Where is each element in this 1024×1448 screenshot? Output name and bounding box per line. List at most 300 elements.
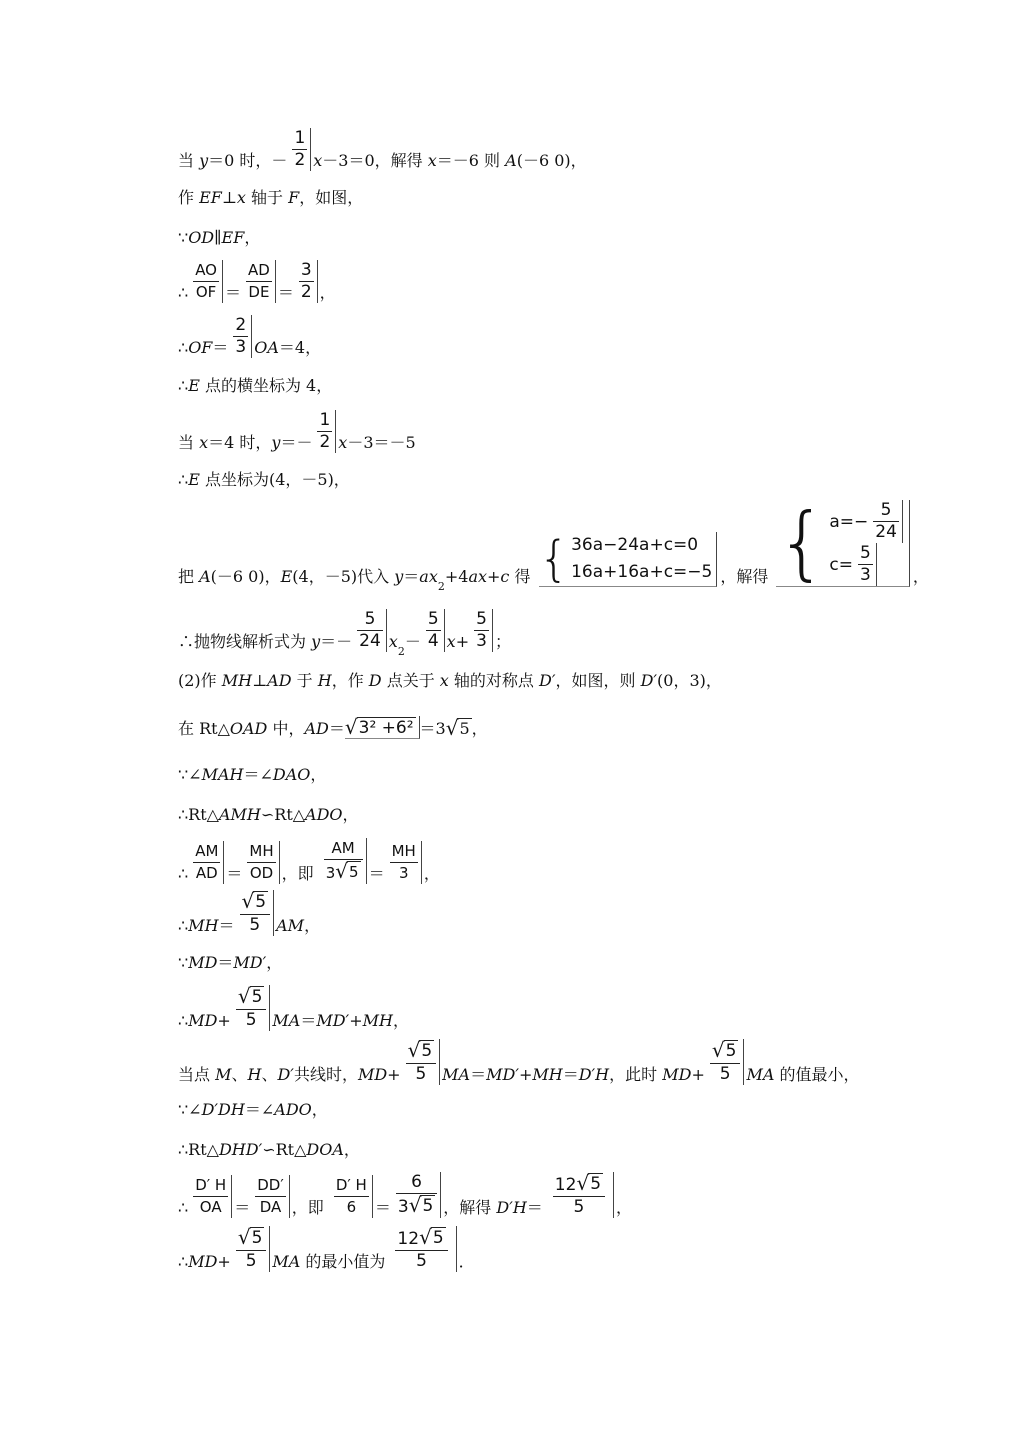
equals: ＝ bbox=[226, 864, 243, 883]
var: DOA bbox=[306, 1140, 344, 1159]
prefix: c= bbox=[829, 554, 853, 575]
radicand: 5 bbox=[251, 987, 263, 1007]
equals: ＝ bbox=[225, 283, 242, 302]
text: ， bbox=[392, 1011, 409, 1030]
text: ，即 bbox=[291, 1198, 329, 1217]
left-brace: { bbox=[538, 531, 570, 587]
line-23 bbox=[178, 1226, 475, 1272]
denominator: 5 bbox=[415, 1064, 427, 1084]
denominator: 3 bbox=[398, 864, 409, 882]
line-15 bbox=[178, 838, 440, 884]
numerator bbox=[236, 1226, 267, 1250]
var: x bbox=[446, 632, 456, 651]
text: ∴Rt△ bbox=[178, 1140, 219, 1159]
radical-sign: √ bbox=[445, 716, 459, 740]
line-1 bbox=[178, 128, 587, 171]
var: y bbox=[199, 151, 209, 170]
plus: + bbox=[349, 1011, 363, 1030]
coefficient: 3 bbox=[397, 1197, 409, 1217]
denominator bbox=[324, 860, 363, 884]
var: M bbox=[215, 1065, 232, 1084]
text: ，作 bbox=[331, 671, 369, 690]
numerator: 5 bbox=[859, 543, 871, 563]
fraction bbox=[243, 260, 276, 303]
fraction bbox=[252, 1175, 290, 1218]
prefix: a=− bbox=[829, 511, 869, 532]
radical-sign: √ bbox=[237, 984, 251, 1008]
var: OF bbox=[188, 338, 213, 357]
square-root bbox=[408, 1039, 435, 1061]
denominator: 5 bbox=[719, 1064, 731, 1084]
denominator: OA bbox=[199, 1198, 222, 1216]
equals: ＝ bbox=[562, 1065, 579, 1084]
numerator: 2 bbox=[235, 315, 247, 335]
fraction bbox=[230, 315, 252, 358]
var: D′H bbox=[496, 1198, 527, 1217]
system-rows bbox=[571, 532, 712, 586]
square-root bbox=[419, 1226, 446, 1248]
fraction bbox=[855, 543, 877, 586]
text: ∴Rt△ bbox=[178, 805, 219, 824]
var: D′DH bbox=[201, 1100, 245, 1119]
line-12 bbox=[178, 716, 488, 739]
var: MAH bbox=[201, 765, 244, 784]
fraction bbox=[403, 1039, 441, 1085]
var: MH bbox=[188, 916, 219, 935]
equals: ＝ bbox=[217, 953, 234, 972]
var: MD bbox=[662, 1065, 692, 1084]
numerator: AM bbox=[331, 839, 355, 857]
fraction bbox=[393, 1172, 441, 1218]
radicand: 5 bbox=[432, 1228, 444, 1248]
radicand: 5 bbox=[255, 892, 267, 912]
text: ； bbox=[494, 632, 511, 651]
var: MH bbox=[221, 671, 253, 690]
text: ＝4， bbox=[278, 338, 322, 357]
numerator: 6 bbox=[411, 1172, 422, 1192]
numerator: MH bbox=[391, 842, 416, 860]
line-8 bbox=[178, 470, 350, 490]
denominator: DA bbox=[259, 1198, 282, 1216]
text: (－6 0)， bbox=[210, 567, 281, 586]
text: ∽Rt△ bbox=[260, 805, 306, 824]
because-symbol: ∵ bbox=[178, 228, 189, 247]
var: MH bbox=[362, 1011, 393, 1030]
line-11 bbox=[178, 671, 722, 691]
line-14 bbox=[178, 805, 359, 825]
system-row-2: 16a+16a+c=−5 bbox=[571, 562, 713, 582]
radical-sign: √ bbox=[237, 1225, 251, 1249]
text: +4 bbox=[444, 567, 469, 586]
var: E bbox=[188, 470, 200, 489]
text: (－6 0)， bbox=[516, 151, 587, 170]
text: 中， bbox=[267, 719, 305, 738]
plus: + bbox=[217, 1252, 231, 1271]
numerator bbox=[240, 890, 271, 914]
equals: ＝ bbox=[470, 1065, 487, 1084]
radicand: 5 bbox=[349, 863, 359, 881]
var: x bbox=[427, 151, 437, 170]
text: ， bbox=[471, 719, 488, 738]
square-root bbox=[238, 1226, 265, 1248]
line-13 bbox=[178, 765, 326, 785]
var: OA bbox=[254, 338, 279, 357]
var: x bbox=[199, 433, 209, 452]
equals: ＝ bbox=[368, 864, 385, 883]
radical-sign: √ bbox=[335, 859, 349, 883]
text: ∵∠ bbox=[178, 1100, 202, 1119]
equals: ＝ bbox=[328, 719, 345, 738]
var: ADO bbox=[274, 1100, 312, 1119]
line-7 bbox=[178, 410, 416, 453]
coefficient: 3 bbox=[325, 864, 336, 882]
text: ＝－ bbox=[320, 632, 353, 651]
radicand: 5 bbox=[459, 719, 470, 738]
coefficient: 12 bbox=[397, 1229, 420, 1249]
var: MH bbox=[532, 1065, 563, 1084]
radical-sign: √ bbox=[344, 715, 358, 739]
denominator: 2 bbox=[294, 150, 306, 170]
solution-system bbox=[776, 496, 909, 589]
line-22 bbox=[178, 1172, 632, 1218]
therefore-symbol: ∴ bbox=[178, 1252, 189, 1271]
var: AM bbox=[276, 916, 305, 935]
denominator: DE bbox=[248, 283, 270, 301]
text: + bbox=[455, 632, 470, 651]
denominator: 5 bbox=[416, 1251, 427, 1271]
therefore-symbol: ∴ bbox=[178, 1198, 189, 1217]
therefore-symbol: ∴ bbox=[178, 283, 189, 302]
denominator: 5 bbox=[249, 915, 261, 935]
var: MD bbox=[357, 1065, 388, 1084]
fraction bbox=[387, 1226, 456, 1272]
denominator: OD bbox=[249, 864, 274, 882]
radical-sign: √ bbox=[419, 1225, 432, 1249]
denominator: 24 bbox=[875, 522, 897, 542]
line-18 bbox=[178, 985, 409, 1031]
numerator: MH bbox=[249, 842, 274, 860]
text: ， bbox=[304, 916, 321, 935]
denominator: 24 bbox=[359, 631, 381, 651]
var: A bbox=[199, 567, 211, 586]
denominator: 3 bbox=[859, 565, 871, 585]
text: ＝4 时， bbox=[208, 433, 272, 452]
var: x bbox=[338, 433, 348, 452]
therefore-symbol: ∴ bbox=[178, 1011, 189, 1030]
equals: ＝ bbox=[403, 567, 420, 586]
numerator: 3 bbox=[300, 260, 312, 280]
text: 当 bbox=[178, 151, 200, 170]
radical-sign: √ bbox=[241, 889, 255, 913]
numerator: AM bbox=[195, 842, 219, 860]
fraction bbox=[296, 260, 318, 303]
text: ， bbox=[311, 1100, 328, 1119]
line-19 bbox=[178, 1039, 859, 1085]
numerator: 1 bbox=[294, 128, 306, 148]
fraction bbox=[190, 841, 224, 884]
fraction bbox=[190, 1175, 232, 1218]
denominator: 5 bbox=[245, 1010, 257, 1030]
numerator: 5 bbox=[364, 609, 376, 629]
numerator bbox=[553, 1172, 605, 1196]
fraction bbox=[387, 841, 422, 884]
radicand: 3² +6² bbox=[358, 718, 414, 738]
numerator: D′ H bbox=[195, 1176, 227, 1194]
plus: + bbox=[387, 1065, 401, 1084]
line-4 bbox=[178, 260, 336, 303]
fraction bbox=[707, 1039, 745, 1085]
square-root bbox=[712, 1039, 739, 1061]
fraction bbox=[289, 128, 311, 171]
denominator: 2 bbox=[319, 432, 331, 452]
text: 点的横坐标为 4， bbox=[199, 376, 333, 395]
text: － bbox=[271, 151, 288, 170]
denominator: 3 bbox=[476, 631, 487, 651]
equation-system bbox=[539, 532, 718, 587]
radicand: 5 bbox=[422, 1196, 434, 1216]
var: H bbox=[317, 671, 332, 690]
line-16 bbox=[178, 890, 320, 936]
var: x bbox=[439, 671, 449, 690]
text: ， bbox=[319, 283, 336, 302]
square-root bbox=[335, 860, 360, 882]
square-root bbox=[242, 890, 269, 912]
radical-sign: √ bbox=[576, 1171, 590, 1195]
numerator bbox=[395, 1226, 447, 1250]
var: x bbox=[388, 632, 398, 651]
var: MD bbox=[188, 1252, 218, 1271]
text: ， bbox=[423, 864, 440, 883]
therefore-symbol: ∴ bbox=[178, 864, 189, 883]
fraction bbox=[233, 1226, 271, 1272]
text: ＝－ bbox=[280, 433, 313, 452]
var: x bbox=[236, 188, 246, 207]
var: y bbox=[271, 433, 281, 452]
text: ，如图， bbox=[299, 188, 364, 207]
numerator: DD′ bbox=[257, 1176, 284, 1194]
denominator: 5 bbox=[573, 1197, 585, 1217]
text: ＝∠ bbox=[243, 765, 273, 784]
fraction bbox=[423, 609, 445, 652]
text: 于 bbox=[291, 671, 318, 690]
denominator: 3 bbox=[235, 337, 247, 357]
denominator bbox=[396, 1194, 437, 1218]
text: －3＝－5 bbox=[347, 433, 416, 452]
text: 、 bbox=[231, 1065, 248, 1084]
denominator: 4 bbox=[427, 631, 439, 651]
radical-sign: √ bbox=[711, 1038, 725, 1062]
equals: ＝ bbox=[300, 1011, 317, 1030]
line-21 bbox=[178, 1140, 360, 1160]
equals: ＝ bbox=[526, 1198, 543, 1217]
var: F bbox=[288, 188, 300, 207]
radicand: 5 bbox=[421, 1041, 433, 1061]
text: 、 bbox=[261, 1065, 278, 1084]
var: D′H bbox=[578, 1065, 610, 1084]
var: MD′ bbox=[233, 953, 267, 972]
fraction bbox=[471, 609, 493, 652]
fraction bbox=[314, 410, 336, 453]
text: ，如图，则 bbox=[555, 671, 641, 690]
var: y bbox=[311, 632, 321, 651]
plus: + bbox=[217, 1011, 231, 1030]
therefore-symbol: ∴ bbox=[178, 916, 189, 935]
fraction bbox=[190, 260, 223, 303]
equals: ＝ bbox=[234, 1198, 251, 1217]
text: ， bbox=[310, 765, 327, 784]
var: MD′ bbox=[486, 1065, 519, 1084]
line-10: ∴抛物线解析式为 y ＝－ $\frac{5}{24}$ x 2 － $\frac{5}{4}$ x + $\frac{5}{3}$ ； bbox=[178, 609, 511, 658]
text: ， bbox=[343, 1140, 360, 1159]
var: EF bbox=[199, 188, 222, 207]
var: D′ bbox=[539, 671, 556, 690]
text: 点关于 bbox=[381, 671, 440, 690]
equals: ＝ bbox=[212, 338, 229, 357]
system-row-2 bbox=[829, 543, 905, 586]
text: 当点 bbox=[178, 1065, 216, 1084]
radicand: 5 bbox=[725, 1041, 737, 1061]
coefficient: 12 bbox=[554, 1175, 577, 1195]
numerator: 5 bbox=[427, 609, 439, 629]
fraction bbox=[354, 609, 387, 652]
text: ＝3 bbox=[419, 719, 446, 738]
text: ， bbox=[342, 805, 359, 824]
text: 的最小值为 bbox=[300, 1252, 386, 1271]
fraction bbox=[331, 1175, 373, 1218]
system-row-1: 36a−24a+c=0 bbox=[571, 535, 699, 555]
var: H bbox=[247, 1065, 262, 1084]
text: (4，－5)代入 bbox=[292, 567, 395, 586]
var: MA bbox=[746, 1065, 775, 1084]
var: c bbox=[500, 567, 510, 586]
system-rows bbox=[829, 500, 905, 586]
var: AD bbox=[304, 719, 329, 738]
fraction bbox=[237, 890, 275, 936]
var: MA bbox=[272, 1252, 301, 1271]
text: ，此时 bbox=[609, 1065, 663, 1084]
text: 共线时， bbox=[293, 1065, 358, 1084]
radical-sign: √ bbox=[407, 1038, 421, 1062]
text: 当 bbox=[178, 433, 200, 452]
var: y bbox=[394, 567, 404, 586]
text: 的值最小， bbox=[774, 1065, 860, 1084]
text: ， bbox=[244, 228, 261, 247]
text: ＝∠ bbox=[244, 1100, 275, 1119]
equals: ＝ bbox=[374, 1198, 391, 1217]
var: D′ bbox=[277, 1065, 294, 1084]
var: ax bbox=[468, 567, 487, 586]
denominator: 6 bbox=[346, 1198, 357, 1216]
var: DHD′ bbox=[218, 1140, 263, 1159]
fraction bbox=[545, 1172, 614, 1218]
var: D bbox=[368, 671, 382, 690]
text: 点坐标为(4，－5)， bbox=[199, 470, 350, 489]
therefore-symbol: ∴ bbox=[178, 338, 189, 357]
radicand: 5 bbox=[251, 1228, 263, 1248]
plus: + bbox=[691, 1065, 705, 1084]
perp-symbol: ⊥ bbox=[221, 188, 237, 207]
text: ，解得 bbox=[443, 1198, 497, 1217]
text: ∽Rt△ bbox=[262, 1140, 307, 1159]
text: ，即 bbox=[281, 864, 319, 883]
text: 作 bbox=[178, 188, 200, 207]
line-3 bbox=[178, 228, 260, 248]
parallel-symbol: ∥ bbox=[214, 228, 222, 247]
text: ， bbox=[266, 953, 283, 972]
line-6 bbox=[178, 376, 332, 396]
numerator bbox=[406, 1039, 437, 1063]
square-root bbox=[238, 985, 265, 1007]
equals: ＝ bbox=[218, 916, 235, 935]
text: ， bbox=[912, 567, 929, 586]
line-17 bbox=[178, 953, 282, 973]
fraction bbox=[321, 838, 367, 884]
square-root bbox=[345, 716, 420, 739]
var: AD bbox=[267, 671, 292, 690]
therefore-symbol: ∴ bbox=[178, 376, 189, 395]
square-root bbox=[446, 717, 472, 739]
radicand: 5 bbox=[590, 1174, 602, 1194]
var: E bbox=[188, 376, 200, 395]
denominator: OF bbox=[195, 283, 217, 301]
numerator: 5 bbox=[880, 500, 892, 520]
text: ＝0 时， bbox=[208, 151, 272, 170]
var: ADO bbox=[305, 805, 343, 824]
square-root bbox=[576, 1172, 603, 1194]
text: 轴于 bbox=[245, 188, 289, 207]
var: E bbox=[280, 567, 293, 586]
var: x bbox=[313, 151, 323, 170]
line-9: 把 A (－6 0)， E (4，－5)代入 y ＝ ax 2 +4 ax + c 得 { 36a−24a+c=0 16a+16a+c=−5 ，解得 { a=− $\frac{5}{24}$ c= $\frac{5}{3}$ ， bbox=[178, 496, 929, 593]
line-5 bbox=[178, 315, 321, 358]
denominator: 2 bbox=[300, 282, 312, 302]
text: ． bbox=[458, 1252, 475, 1271]
text: 在 Rt△ bbox=[178, 719, 230, 738]
var: MD bbox=[188, 1011, 218, 1030]
var: OD bbox=[188, 228, 215, 247]
fraction bbox=[244, 841, 279, 884]
var: DAO bbox=[272, 765, 311, 784]
text: 得 bbox=[509, 567, 536, 586]
line-2 bbox=[178, 188, 363, 208]
var: AMH bbox=[218, 805, 261, 824]
text: －3＝0，解得 bbox=[322, 151, 428, 170]
text: ＝－6 则 bbox=[436, 151, 506, 170]
var: MD bbox=[188, 953, 218, 972]
text: ∴抛物线解析式为 bbox=[178, 632, 312, 651]
square-root bbox=[409, 1194, 436, 1216]
var: MA bbox=[442, 1065, 471, 1084]
fraction bbox=[870, 500, 903, 543]
numerator bbox=[710, 1039, 741, 1063]
var: MA bbox=[272, 1011, 301, 1030]
radical-sign: √ bbox=[408, 1193, 422, 1217]
var: EF bbox=[221, 228, 245, 247]
numerator: AD bbox=[248, 261, 270, 279]
text: ，解得 bbox=[720, 567, 774, 586]
plus: + bbox=[518, 1065, 533, 1084]
text: 轴的对称点 bbox=[448, 671, 540, 690]
denominator: AD bbox=[195, 864, 218, 882]
fraction bbox=[233, 985, 271, 1031]
numerator bbox=[236, 985, 267, 1009]
therefore-symbol: ∴ bbox=[178, 470, 189, 489]
line-20 bbox=[178, 1100, 328, 1120]
text: (0，3)， bbox=[657, 671, 722, 690]
var: MD′ bbox=[316, 1011, 350, 1030]
system-row-1 bbox=[829, 500, 905, 543]
numerator: 5 bbox=[476, 609, 487, 629]
